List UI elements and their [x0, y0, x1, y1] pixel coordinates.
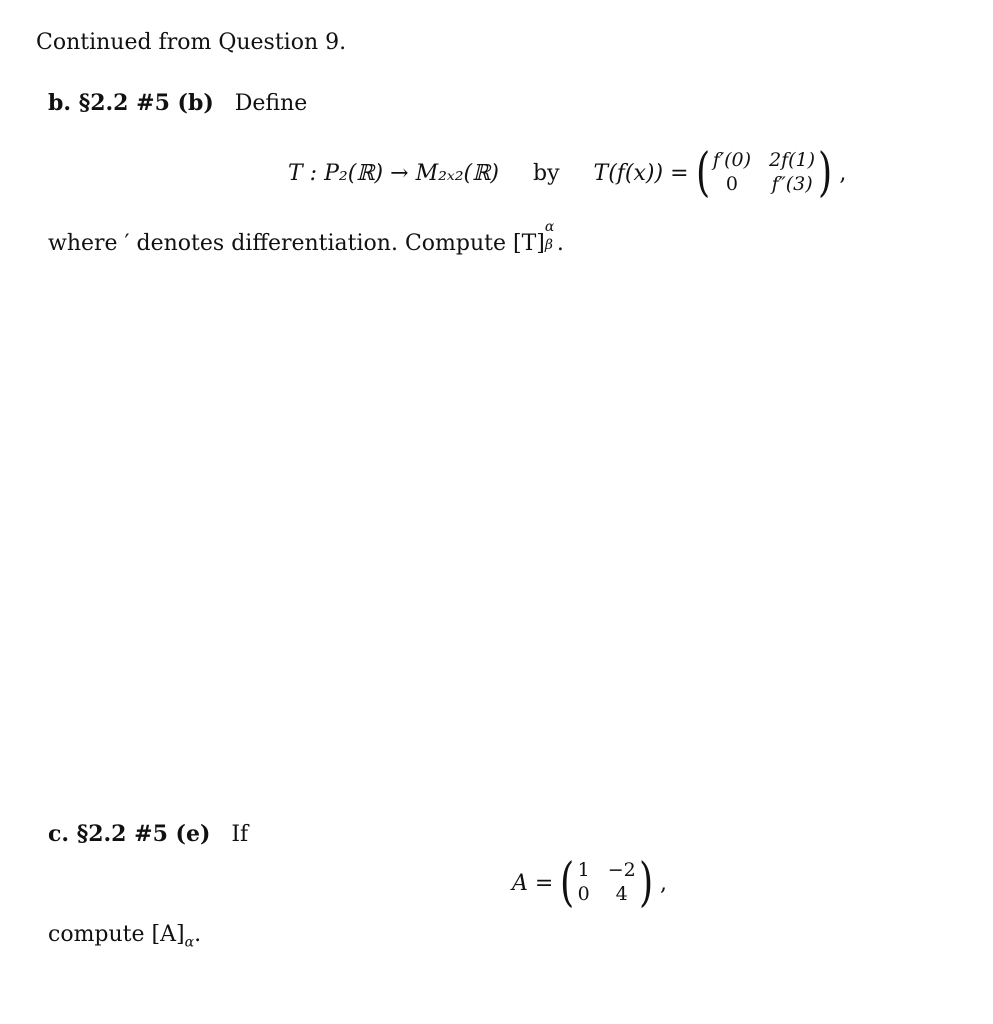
basis-superscript: α: [544, 219, 555, 235]
part-c-instruction: [48, 924, 201, 949]
part-c-matrix: [557, 853, 656, 913]
part-c-heading: [48, 823, 248, 846]
coordinate-subscript: α: [184, 934, 195, 951]
matrix-cell: 2f(1): [769, 149, 816, 172]
part-b-display-equation: [288, 140, 846, 206]
part-b-map-signature: T : P₂(ℝ) → M₂ₓ₂(ℝ): [288, 160, 499, 186]
part-b-trailing-comma: ,: [839, 160, 847, 186]
basis-subscript: β: [544, 237, 553, 253]
left-paren: (: [695, 143, 710, 203]
part-c-label: c. §2.2 #5 (e): [48, 821, 211, 847]
part-c-compute-text: compute [A]: [48, 922, 185, 947]
part-b-map-definition: T(f(x)) =: [593, 160, 689, 186]
part-b-where-end: .: [556, 231, 564, 256]
part-c-trailing-comma: ,: [660, 870, 668, 896]
right-paren: ): [818, 143, 833, 203]
continued-header: Continued from Question 9.: [36, 30, 347, 55]
part-b-by: by: [533, 160, 560, 186]
part-c-compute-end: .: [194, 922, 202, 947]
part-c-display-equation: [512, 850, 667, 916]
part-b-intro: Define: [234, 91, 308, 116]
matrix-cell: f″(3): [771, 173, 813, 195]
matrix-cell: 1: [577, 859, 590, 882]
part-c-lhs: A =: [512, 870, 554, 896]
part-b-instruction: [48, 219, 564, 256]
matrix-cell: 0: [725, 173, 738, 195]
part-b-where-text: where ′ denotes differentiation. Compute [T]: [48, 231, 545, 256]
matrix-cell: 4: [615, 883, 628, 905]
part-b-heading: [48, 92, 307, 115]
right-paren: ): [638, 853, 653, 913]
matrix-cell: f′(0): [712, 149, 752, 172]
part-b-matrix: [693, 143, 836, 203]
part-b-label: b. §2.2 #5 (b): [48, 90, 214, 116]
matrix-cell: −2: [607, 859, 636, 882]
matrix-cell: 0: [577, 883, 590, 905]
part-c-intro: If: [231, 822, 249, 847]
left-paren: (: [560, 853, 575, 913]
